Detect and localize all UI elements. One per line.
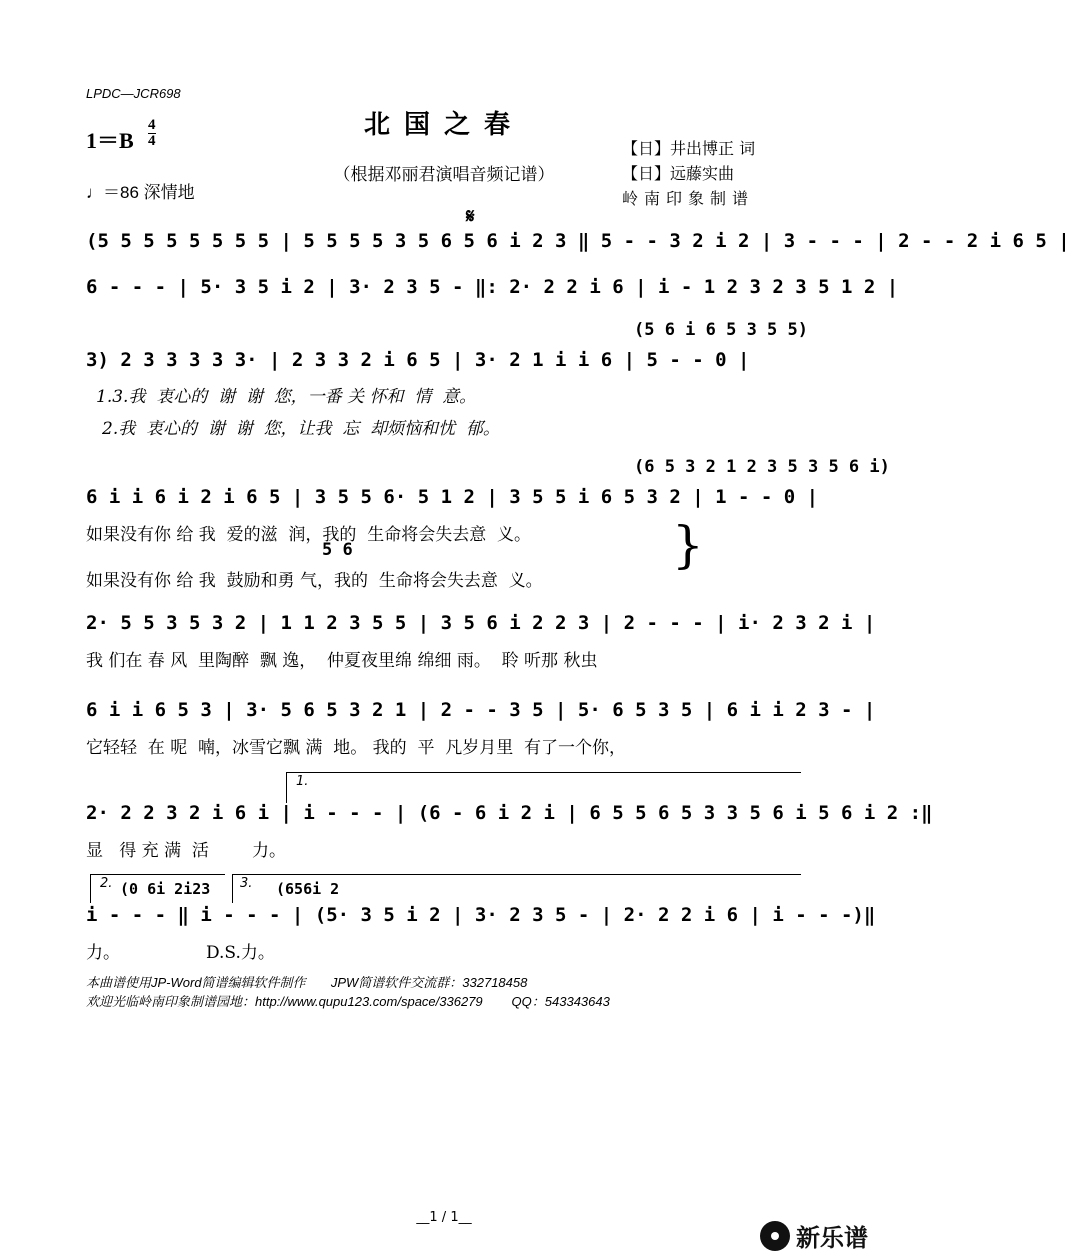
lyric-line-8a: 力。 [86, 943, 120, 963]
brace-icon: } [672, 516, 704, 574]
lyric-line-4b: 如果没有你 给 我 鼓励和勇 气，我的 生命将会失去意 义。 [86, 571, 543, 591]
footer-line-2: 欢迎光临岭南印象制谱园地：http://www.qupu123.com/space/336279 QQ：543343643 [86, 994, 610, 1009]
key-signature: 1＝B [86, 128, 134, 153]
lyric-verse-2: 2.我 衷心的 谢 谢 您，让我 忘 却烦恼和忧 郁。 [102, 419, 500, 439]
site-logo [760, 1218, 868, 1253]
lyric-line-4a: 如果没有你 给 我 爱的滋 润，我的 生命将会失去意 义。 [86, 525, 532, 545]
score-interlude-2: (6 5 3 2 1 2 3 5 3 5 6 i) [634, 457, 890, 477]
segno-icon: 𝄋 [466, 204, 475, 228]
volta-3-notes: (656i 2 [276, 880, 340, 898]
score-interlude-1: (5 6 i 6 5 3 5 5) [634, 320, 808, 340]
composer-credit: 【日】远藤实曲 [622, 164, 735, 183]
lyric-line-7: 显 得 充 满 活 力。 [86, 841, 287, 861]
score-line-8: i - - - ‖ i - - - | (5· 3 5 i 2 | 3· 2 3 5 - | 2· 2 2 i 6 | i - - -)‖ [86, 904, 876, 926]
footer-line-1: 本曲谱使用JP-Word简谱编辑软件制作 JPW简谱软件交流群：332718458 [86, 975, 528, 990]
volta-bracket-1 [286, 772, 801, 803]
score-line-3: 3) 2 3 3 3 3 3· | 2 3 3 2 i 6 5 | 3· 2 1 i i 6 | 5 - - 0 | [86, 349, 750, 371]
score-line-7: 2· 2 2 3 2 i 6 i | i - - - | (6 - 6 i 2 i | 6 5 5 6 5 3 3 5 6 i 5 6 i 2 :‖ [86, 802, 933, 824]
time-signature [148, 118, 156, 149]
score-line-4: 6 i i 6 i 2 i 6 5 | 3 5 5 6· 5 1 2 | 3 5 5 i 6 5 3 2 | 1 - - 0 | [86, 486, 819, 508]
transcriber-credit: 岭南印象制谱 [622, 189, 755, 208]
volta-label-1: 1. [296, 774, 309, 789]
time-signature-top: 4 [148, 117, 156, 133]
volta-label-3: 3. [240, 876, 253, 891]
score-code: LPDC—JCR698 [86, 86, 181, 101]
score-line-6: 6 i i 6 5 3 | 3· 5 6 5 3 2 1 | 2 - - 3 5 | 5· 6 5 3 5 | 6 i i 2 3 - | [86, 699, 876, 721]
page-title: 北国之春 [363, 110, 524, 140]
lyric-line-6: 它轻轻 在 呢 喃，冰雪它飘 满 地。 我的 平 凡岁月里 有了一个你， [86, 738, 627, 758]
time-signature-bottom: 4 [148, 133, 156, 149]
score-alt-notes: 5 6 [322, 540, 353, 560]
lyric-verse-1: 1.3.我 衷心的 谢 谢 您，一番 关 怀和 情 意。 [96, 387, 477, 407]
score-line-5: 2· 5 5 3 5 3 2 | 1 1 2 3 5 5 | 3 5 6 i 2 2 3 | 2 - - - | i· 2 3 2 i | [86, 612, 876, 634]
score-line-2: 6 - - - | 5· 3 5 i 2 | 3· 2 3 5 - ‖: 2· 2 2 i 6 | i - 1 2 3 2 3 5 1 2 | [86, 276, 899, 298]
tempo-marking: ♩＝86 深情地 [86, 183, 195, 202]
lyric-line-5: 我 们在 春 风 里陶醉 飘 逸， 仲夏夜里绵 绵细 雨。 聆 听那 秋虫 [86, 651, 598, 671]
page-number: __1 / 1__ [416, 1210, 472, 1225]
volta-label-2: 2. [100, 876, 113, 891]
vinyl-disc-icon [760, 1221, 790, 1251]
lyric-line-8b: D.S.力。 [206, 943, 275, 963]
logo-text: 新乐谱 [796, 1224, 868, 1252]
volta-2-notes: (0 6i 2i23 [120, 880, 211, 898]
lyricist-credit: 【日】井出博正 词 [622, 139, 756, 158]
subtitle: （根据邓丽君演唱音频记谱） [333, 165, 555, 185]
score-line-1: (5 5 5 5 5 5 5 5 | 5 5 5 5 3 5 6 5 6 i 2 3 ‖ 5 - - 3 2 i 2 | 3 - - - | 2 - - 2 i 6 5 | [86, 230, 1070, 252]
